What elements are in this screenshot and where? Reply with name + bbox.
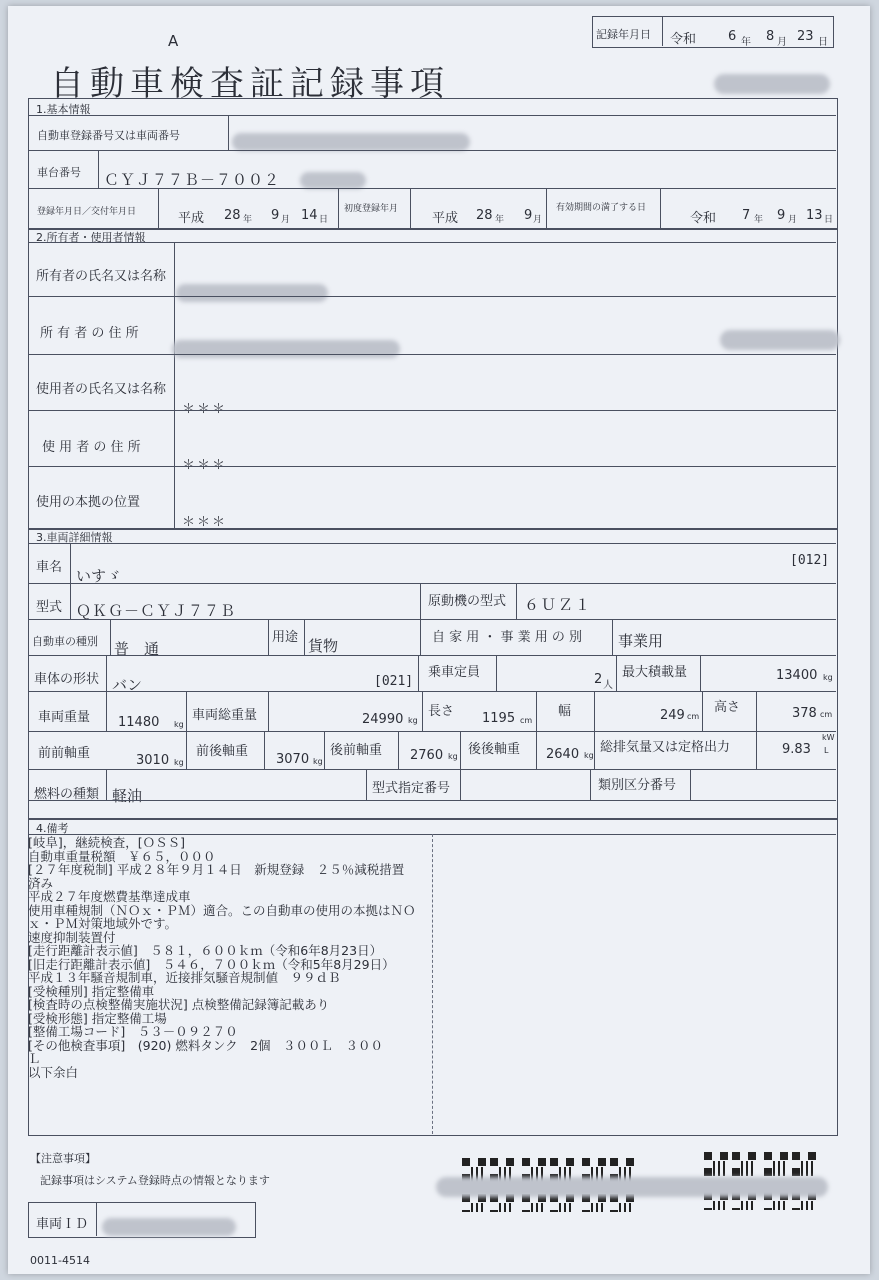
redaction — [232, 133, 470, 151]
reg-date-label: 登録年月日／交付年月日 — [37, 207, 137, 217]
maker-code: [012] — [790, 553, 830, 568]
private-business-label: 自 家 用 ・ 事 業 用 の 別 — [432, 630, 583, 645]
remarks-line: 自動車重量税額 ￥６５，０００ — [28, 848, 216, 864]
purpose-value: 貨物 — [308, 637, 339, 655]
user-name-label: 使用者の氏名又は名称 — [36, 382, 167, 397]
unit-year: 年 — [495, 215, 505, 225]
expiry-era: 令和 — [690, 211, 717, 226]
displacement-label: 総排気量又は定格出力 — [600, 740, 731, 755]
rear-rear-axle-label: 後後軸重 — [468, 742, 521, 757]
height-label: 高さ — [714, 700, 741, 715]
remarks-line: [整備工場コード] ５３－０９２７０ — [28, 1024, 238, 1039]
notice-title: 【注意事項】 — [30, 1152, 96, 1165]
reg-date-era: 平成 — [178, 211, 205, 226]
front-rear-axle-value: 3070 — [276, 752, 310, 767]
remarks-line: ｘ・ＰＭ対策地域外です。 — [28, 916, 178, 931]
maker-label: 車名 — [36, 560, 63, 575]
record-date-day: 23 — [797, 29, 814, 44]
user-address-value: ＊＊＊ — [182, 458, 228, 473]
max-load-label: 最大積載量 — [622, 665, 688, 680]
unit-kg: kg — [174, 758, 184, 767]
model-value: ＱＫＧ－ＣＹＪ７７Ｂ — [76, 602, 237, 620]
unit-year: 年 — [243, 215, 253, 225]
qr-code-icon — [764, 1152, 788, 1176]
unit-month: 月 — [533, 215, 543, 225]
remarks-line: [走行距離計表示値] ５８１，６００ｋｍ（令和6年8月23日） — [28, 943, 383, 958]
first-reg-year: 28 — [476, 208, 493, 223]
redaction — [720, 330, 840, 350]
reg-date-day: 14 — [301, 208, 318, 223]
user-name-value: ＊＊＊ — [182, 402, 228, 417]
redaction — [714, 74, 830, 94]
remarks-line: [旧走行距離計表示値] ５４６，７００ｋｍ（令和5年8月29日） — [28, 956, 395, 972]
capacity-label: 乗車定員 — [428, 665, 481, 680]
remarks-text — [28, 836, 428, 1079]
engine-label: 原動機の型式 — [428, 594, 507, 609]
fuel-label: 燃料の種類 — [34, 787, 100, 802]
chassis-label: 車台番号 — [37, 166, 81, 179]
unit-cm: cm — [520, 716, 533, 725]
gross-weight-label: 車両総重量 — [192, 708, 258, 723]
body-shape-value: バン — [112, 676, 143, 694]
base-location-label: 使用の本拠の位置 — [36, 495, 141, 510]
maker-value: いすゞ — [76, 567, 122, 585]
remarks-line: 以下余白 — [28, 1064, 79, 1080]
qr-code-icon — [704, 1152, 728, 1176]
remarks-line: [２７年度税制] 平成２８年９月１４日 新規登録 ２５％減税措置 — [28, 862, 405, 877]
unit-kg: kg — [584, 751, 594, 760]
private-business-value: 事業用 — [618, 632, 664, 650]
class-number-label: 類別区分番号 — [598, 778, 677, 793]
section-vehicle: 3.車両詳細情報 — [36, 531, 113, 544]
record-date-day-unit: 日 — [818, 37, 828, 48]
expiry-day: 13 — [806, 208, 823, 223]
unit-month: 月 — [788, 215, 798, 225]
redaction — [176, 284, 328, 302]
vehicle-class-value: 普 通 — [114, 640, 160, 658]
unit-cm: cm — [687, 712, 700, 721]
unit-kg: kg — [313, 757, 323, 766]
redaction — [436, 1177, 828, 1197]
section-basic: 1.基本情報 — [36, 103, 91, 116]
front-front-axle-value: 3010 — [136, 753, 170, 768]
unit-kg: kg — [174, 720, 184, 729]
owner-name-label: 所有者の氏名又は名称 — [36, 269, 167, 284]
remarks-line: 平成２７年度燃費基準達成車 — [28, 889, 191, 904]
redaction — [172, 340, 400, 358]
qr-code-icon — [732, 1152, 756, 1176]
engine-value: ６ＵＺ１ — [524, 596, 593, 614]
remarks-line: 速度抑制装置付 — [28, 929, 116, 945]
vehicle-id-label: 車両ＩＤ — [36, 1217, 89, 1232]
redaction — [102, 1218, 236, 1236]
purpose-label: 用途 — [272, 630, 299, 645]
section-remarks: 4.備考 — [36, 822, 69, 835]
unit-day: 日 — [824, 215, 834, 225]
remarks-line: [その他検査事項] (920) 燃料タンク 2個 ３００Ｌ ３００ — [28, 1037, 384, 1053]
unit-kg: kg — [823, 673, 833, 682]
qr-code-icon — [792, 1152, 816, 1176]
rear-rear-axle-value: 2640 — [546, 747, 580, 762]
record-date-label: 記録年月日 — [596, 28, 651, 41]
owner-address-label: 所 有 者 の 住 所 — [40, 326, 139, 341]
document-code: 0011-4514 — [30, 1254, 90, 1267]
gross-weight-value: 24990 — [362, 712, 404, 727]
rear-front-axle-label: 後前軸重 — [330, 743, 383, 758]
unit-month: 月 — [281, 215, 291, 225]
vehicle-class-label: 自動車の種別 — [32, 635, 98, 648]
fuel-value: 軽油 — [112, 787, 143, 805]
model-label: 型式 — [36, 600, 63, 615]
remarks-line: Ｌ — [28, 1051, 41, 1066]
expiry-month: 9 — [777, 208, 786, 223]
remarks-line: [受検種別] 指定整備車 — [28, 983, 155, 999]
unit-l: L — [824, 746, 829, 755]
record-date-era: 令和 — [670, 32, 697, 47]
reg-date-month: 9 — [271, 208, 280, 223]
first-reg-month: 9 — [524, 208, 533, 223]
height-value: 378 — [792, 706, 817, 721]
section-owner: 2.所有者・使用者情報 — [36, 231, 146, 244]
body-shape-label: 車体の形状 — [34, 672, 100, 687]
remarks-line: 済み — [28, 875, 54, 891]
spec-number-label: 型式指定番号 — [372, 781, 451, 796]
document-title: 自動車検査証記録事項 — [50, 64, 450, 104]
form-mark: A — [168, 32, 179, 50]
remarks-line: [受検形態] 指定整備工場 — [28, 1010, 167, 1026]
max-load-value: 13400 — [776, 668, 818, 683]
record-date-month-unit: 月 — [777, 37, 787, 48]
expiry-year: 7 — [742, 208, 751, 223]
unit-year: 年 — [754, 215, 764, 225]
record-date-month: 8 — [766, 29, 775, 44]
remarks-line: [岐阜]，継続検査，[ＯＳＳ] — [28, 835, 186, 850]
remarks-line: [検査時の点検整備実施状況] 点検整備記録簿記載あり — [28, 997, 330, 1012]
record-date-year-unit: 年 — [741, 37, 751, 48]
vehicle-weight-label: 車両重量 — [38, 710, 91, 725]
base-location-value: ＊＊＊ — [182, 515, 228, 530]
capacity-value: 2 — [594, 672, 603, 687]
length-label: 長さ — [428, 704, 455, 719]
remarks-line: 使用車種規制（ＮＯｘ・ＰＭ）適合。この自動車の使用の本拠はＮＯ — [28, 902, 416, 918]
unit-kw: kW — [822, 733, 835, 742]
reg-date-year: 28 — [224, 208, 241, 223]
user-address-label: 使 用 者 の 住 所 — [42, 440, 141, 455]
expiry-label: 有効期間の満了する日 — [556, 203, 647, 213]
body-shape-code: [021] — [374, 674, 414, 689]
notice-text: 記録事項はシステム登録時点の情報となります — [40, 1174, 270, 1187]
vehicle-weight-value: 11480 — [118, 715, 160, 730]
width-value: 249 — [660, 708, 685, 723]
capacity-unit: 人 — [603, 680, 613, 691]
displacement-value: 9.83 — [782, 742, 811, 757]
first-reg-label: 初度登録年月 — [344, 204, 399, 214]
front-front-axle-label: 前前軸重 — [38, 746, 91, 761]
rear-front-axle-value: 2760 — [410, 748, 444, 763]
width-label: 幅 — [558, 704, 572, 719]
record-date-year: 6 — [728, 29, 737, 44]
remarks-line: 平成１３年騒音規制車，近接排気騒音規制値 ９９ｄＢ — [28, 970, 341, 985]
unit-day: 日 — [319, 215, 329, 225]
reg-number-label: 自動車登録番号又は車両番号 — [37, 129, 180, 142]
chassis-value: ＣＹＪ７７Ｂ－７００２ — [104, 171, 281, 189]
first-reg-era: 平成 — [432, 211, 459, 226]
front-rear-axle-label: 前後軸重 — [196, 744, 249, 759]
unit-kg: kg — [408, 716, 418, 725]
unit-cm: cm — [820, 710, 833, 719]
length-value: 1195 — [482, 711, 516, 726]
redaction — [300, 172, 366, 189]
unit-kg: kg — [448, 752, 458, 761]
